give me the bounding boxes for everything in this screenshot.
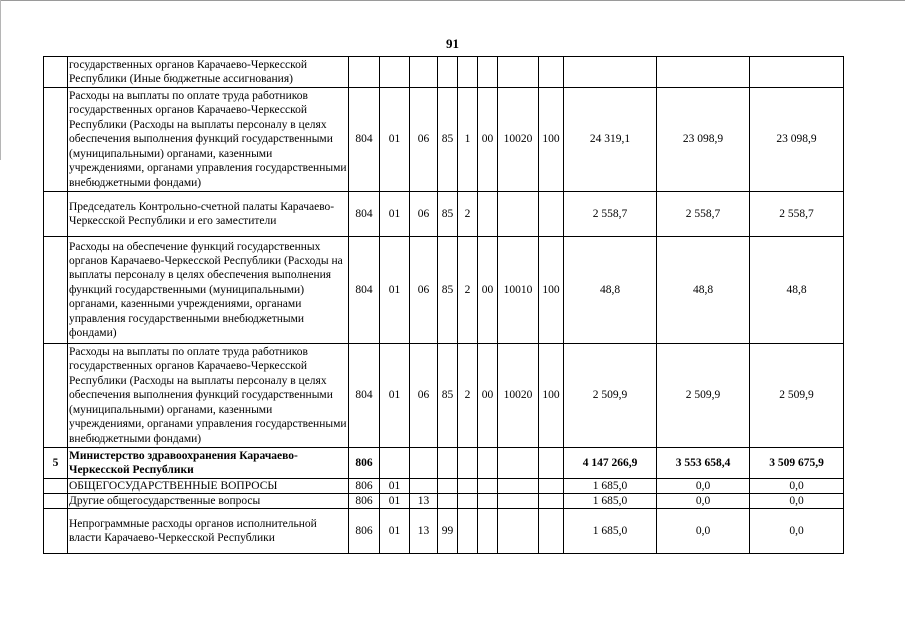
code-subsection: 13	[410, 509, 438, 554]
code-main-event	[478, 448, 498, 479]
table-row	[44, 192, 844, 237]
code-direction: 10010	[498, 237, 539, 344]
row-index	[44, 88, 68, 192]
code-subprogram: 1	[458, 88, 478, 192]
page-number: 91	[446, 36, 459, 51]
code-main-event: 00	[478, 88, 498, 192]
amount-year-3: 0,0	[750, 479, 844, 494]
row-index	[44, 192, 68, 237]
code-expense-type: 100	[539, 88, 564, 192]
amount-year-1	[564, 57, 657, 88]
scan-edge-left	[0, 0, 1, 160]
code-program	[438, 494, 458, 509]
amount-year-1: 1 685,0	[564, 494, 657, 509]
amount-year-1: 24 319,1	[564, 88, 657, 192]
amount-year-1: 1 685,0	[564, 479, 657, 494]
code-program	[438, 479, 458, 494]
code-section: 01	[380, 88, 410, 192]
code-ministry: 806	[349, 509, 380, 554]
code-subsection: 06	[410, 237, 438, 344]
amount-year-1: 4 147 266,9	[564, 448, 657, 479]
code-program	[438, 57, 458, 88]
code-expense-type	[539, 448, 564, 479]
amount-year-2	[657, 57, 750, 88]
code-expense-type	[539, 509, 564, 554]
code-subprogram: 2	[458, 237, 478, 344]
code-subprogram: 2	[458, 192, 478, 237]
code-subsection	[410, 448, 438, 479]
table-row	[44, 237, 844, 344]
row-description: Расходы на выплаты по оплате труда работников государственных органов Карачаево-Черкесской Республики (Расходы на выплаты персоналу в целях обеспечения выполнения функций государственными (муниципальными) органами, казенными учреждениями, органами управления государственными внебюджетными фондами)	[68, 88, 349, 192]
code-expense-type	[539, 494, 564, 509]
code-subprogram	[458, 509, 478, 554]
row-description: Расходы на выплаты по оплате труда работников государственных органов Карачаево-Черкесской Республики (Расходы на выплаты персоналу в целях обеспечения выполнения функций государственными (муниципальными) органами, казенными учреждениями, органами управления государственными внебюджетными фондами)	[68, 344, 349, 448]
code-subsection	[410, 479, 438, 494]
table-row	[44, 57, 844, 88]
amount-year-2: 0,0	[657, 509, 750, 554]
code-ministry: 806	[349, 479, 380, 494]
table-row-ministry	[44, 448, 844, 479]
row-description: Непрограммные расходы органов исполнительной власти Карачаево-Черкесской Республики	[68, 509, 349, 554]
code-ministry	[349, 57, 380, 88]
row-description: Расходы на обеспечение функций государственных органов Карачаево-Черкесской Республики (Расходы на выплаты персоналу в целях обеспечения выполнения функций государственными (муниципальными) органами, казенными учреждениями, органами управления государственными внебюджетными фондами)	[68, 237, 349, 344]
code-subprogram	[458, 479, 478, 494]
table-row	[44, 479, 844, 494]
code-main-event	[478, 479, 498, 494]
code-subsection	[410, 57, 438, 88]
code-subsection: 13	[410, 494, 438, 509]
code-expense-type: 100	[539, 237, 564, 344]
code-program: 85	[438, 237, 458, 344]
code-section: 01	[380, 494, 410, 509]
amount-year-2: 0,0	[657, 479, 750, 494]
code-direction	[498, 192, 539, 237]
row-index	[44, 494, 68, 509]
code-direction	[498, 57, 539, 88]
code-subsection: 06	[410, 88, 438, 192]
row-description: Другие общегосударственные вопросы	[68, 494, 349, 509]
code-main-event	[478, 509, 498, 554]
row-index	[44, 479, 68, 494]
code-subprogram	[458, 57, 478, 88]
code-section: 01	[380, 237, 410, 344]
scan-edge-top	[0, 0, 905, 1]
row-index	[44, 344, 68, 448]
amount-year-3: 3 509 675,9	[750, 448, 844, 479]
table-row	[44, 344, 844, 448]
code-direction	[498, 494, 539, 509]
table-row	[44, 494, 844, 509]
budget-table	[43, 56, 844, 554]
code-expense-type	[539, 479, 564, 494]
code-expense-type	[539, 192, 564, 237]
code-ministry: 804	[349, 344, 380, 448]
code-ministry: 804	[349, 192, 380, 237]
code-program: 85	[438, 344, 458, 448]
amount-year-3: 48,8	[750, 237, 844, 344]
amount-year-2: 2 509,9	[657, 344, 750, 448]
row-index	[44, 509, 68, 554]
code-program: 99	[438, 509, 458, 554]
amount-year-1: 1 685,0	[564, 509, 657, 554]
code-subprogram	[458, 448, 478, 479]
code-direction: 10020	[498, 344, 539, 448]
amount-year-3: 0,0	[750, 509, 844, 554]
amount-year-3	[750, 57, 844, 88]
code-section	[380, 448, 410, 479]
row-description: государственных органов Карачаево-Черкесской Республики (Иные бюджетные ассигнования)	[68, 57, 349, 88]
code-ministry: 804	[349, 88, 380, 192]
amount-year-2: 23 098,9	[657, 88, 750, 192]
code-subprogram	[458, 494, 478, 509]
code-direction	[498, 479, 539, 494]
table-row	[44, 88, 844, 192]
code-expense-type: 100	[539, 344, 564, 448]
code-main-event: 00	[478, 344, 498, 448]
code-direction: 10020	[498, 88, 539, 192]
amount-year-1: 2 509,9	[564, 344, 657, 448]
code-direction	[498, 448, 539, 479]
code-main-event	[478, 57, 498, 88]
row-index: 5	[44, 448, 68, 479]
code-program: 85	[438, 192, 458, 237]
code-expense-type	[539, 57, 564, 88]
amount-year-3: 23 098,9	[750, 88, 844, 192]
code-section: 01	[380, 509, 410, 554]
amount-year-1: 2 558,7	[564, 192, 657, 237]
amount-year-2: 48,8	[657, 237, 750, 344]
row-index	[44, 57, 68, 88]
table-row	[44, 509, 844, 554]
code-subsection: 06	[410, 344, 438, 448]
amount-year-2: 2 558,7	[657, 192, 750, 237]
amount-year-2: 3 553 658,4	[657, 448, 750, 479]
row-description: ОБЩЕГОСУДАРСТВЕННЫЕ ВОПРОСЫ	[68, 479, 349, 494]
row-index	[44, 237, 68, 344]
code-ministry: 804	[349, 237, 380, 344]
code-main-event	[478, 494, 498, 509]
code-ministry: 806	[349, 448, 380, 479]
code-section	[380, 57, 410, 88]
code-program: 85	[438, 88, 458, 192]
code-subsection: 06	[410, 192, 438, 237]
amount-year-3: 0,0	[750, 494, 844, 509]
code-main-event	[478, 192, 498, 237]
amount-year-3: 2 509,9	[750, 344, 844, 448]
amount-year-1: 48,8	[564, 237, 657, 344]
amount-year-3: 2 558,7	[750, 192, 844, 237]
code-ministry: 806	[349, 494, 380, 509]
code-main-event: 00	[478, 237, 498, 344]
row-description: Председатель Контрольно-счетной палаты Карачаево-Черкесской Республики и его заместители	[68, 192, 349, 237]
code-section: 01	[380, 344, 410, 448]
row-description: Министерство здравоохранения Карачаево-Черкесской Республики	[68, 448, 349, 479]
code-section: 01	[380, 192, 410, 237]
code-subprogram: 2	[458, 344, 478, 448]
code-section: 01	[380, 479, 410, 494]
code-direction	[498, 509, 539, 554]
code-program	[438, 448, 458, 479]
amount-year-2: 0,0	[657, 494, 750, 509]
